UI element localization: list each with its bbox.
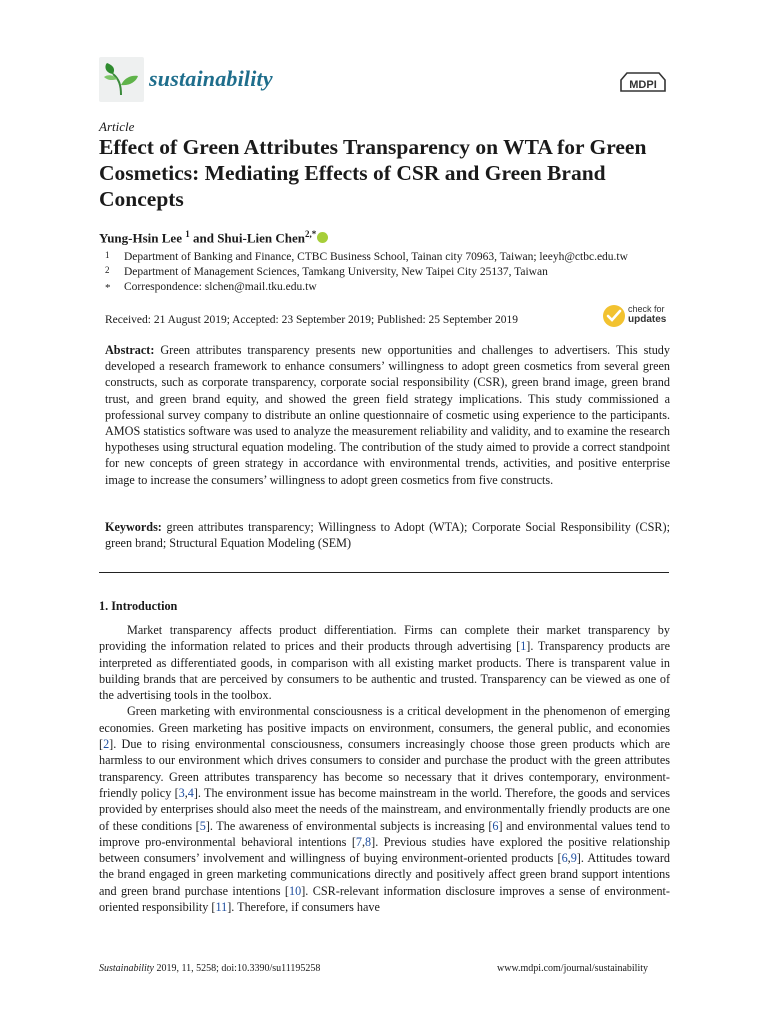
author-affiliation-mark: 2,* [304,229,317,239]
abstract [105,342,670,488]
abstract-text: Green attributes transparency presents new opportunities and challenges to advertisers. This study developed a research framework to enhance consumers’ willingness to adopt green cosmetics from several green constructs, such as corporate transparency, corporate social responsibility (CSR), green brand image, green brand trust, and green brand equity, and showed the green field strategy implications. This study commissioned a professional survey company to distribute an online questionnaire of cosmetic using experience to the participants. AMOS statistics software was used to analyze the measurement reliability and validity, and to examine the research hypotheses using structural equation modeling. The contribution of the study aimed to provide a correct standpoint for new concepts of green strategy in accordance with environmental trends, activities, and positive enterprise image to increase the consumers’ willingness to adopt green cosmetics from five constructs. [105,343,670,487]
citation-link[interactable]: 1 [520,639,527,654]
publication-dates: Received: 21 August 2019; Accepted: 23 September 2019; Published: 25 September 2019 [105,314,518,326]
paragraph: Market transparency affects product differentiation. Firms can complete their market transparency by providing the information related to prices and their products through advertising [1]. Transparency products are interpreted as differentiated goods, in comparison with all existing market products. There is transparent value in building brands that are perceived by consumers to be authentic and trusted. Transparency can be viewed as one of the advertising tools in the toolbox. [99,623,670,703]
article-type-label: Article [99,119,135,134]
footer-url[interactable]: www.mdpi.com/journal/sustainability [497,963,649,974]
paragraph: Green marketing with environmental consciousness is a critical development in the phenomenon of emerging economies. Green marketing has positive impacts on environment, consumers, the general public, and economies [2]. Due to rising environmental consciousness, consumers increasingly choose those green products which are harmless to our environment which drives consumers to consider and purchase the product with the green attributes transparency. Green attributes transparency has become so necessary that it drives contemporary, environment-friendly policy [3,4]. The environment issue has become mainstream in the world. Therefore, the goods and services provided by enterprises should also meet the needs of the mainstream, and environmentally friendly products are one of these conditions [5]. The awareness of environmental subjects is increasing [6] and environmental values tend to improve pro-environmental behavioral intentions [7,8]. Previous studies have explored the positive relationship between consumers’ involvement and willingness of buying environment-oriented products [6,9]. Attitudes toward the brand engaged in green marketing communications directly and positively affect green brand support intentions and green brand purchase intentions [10]. CSR-relevant information disclosure improves a sense of environment-oriented responsibility [11]. Therefore, if consumers have [99,704,670,915]
check-for-updates-text [628,304,666,325]
author-list [99,229,328,246]
citation-link[interactable]: 8 [365,834,372,849]
citation-link[interactable]: 4 [187,785,194,800]
leaf-icon [99,57,144,102]
footer-citation-text: 2019, 11, 5258; doi:10.3390/su11195258 [156,963,321,974]
citation-link[interactable]: 11 [215,900,228,915]
check-for-label: check for [628,304,665,314]
affiliation-text: Department of Banking and Finance, CTBC Business School, Tainan city 70963, Taiwan; leeyh@ctbc.edu.tw [124,251,628,263]
affiliation-text: Department of Management Sciences, Tamkang University, New Taipei City 25137, Taiwan [124,266,548,278]
orcid-icon[interactable] [317,232,328,243]
author-affiliation-mark: 1 [185,229,190,239]
keywords-label: Keywords: [105,520,162,534]
updates-label: updates [628,314,667,325]
author-name: Shui-Lien Chen [217,230,305,246]
citation-link[interactable]: 6 [561,851,568,866]
author-join: and [192,230,214,246]
journal-name: sustainability [149,66,273,91]
correspondence-mark: * [105,282,111,294]
citation-link[interactable]: 7 [355,834,362,849]
check-updates-icon [601,303,627,329]
correspondence-text: Correspondence: slchen@mail.tku.edu.tw [124,281,317,293]
svg-text:MDPI: MDPI [629,79,657,91]
citation-link[interactable]: 2 [103,737,110,752]
keywords [105,519,670,551]
introduction-body [99,622,670,915]
mdpi-logo [618,70,668,94]
footer-citation [99,963,320,974]
citation-link[interactable]: 9 [570,851,577,866]
keywords-text: green attributes transparency; Willingness to Adopt (WTA); Corporate Social Responsibility (CSR); green brand; Structural Equation Modeling (SEM) [105,520,670,551]
affiliation-mark: 1 [105,250,110,260]
citation-link[interactable]: 5 [199,818,206,833]
affiliation-mark: 2 [105,265,110,275]
abstract-label: Abstract: [105,343,155,357]
author-name: Yung-Hsin Lee [99,230,182,246]
introduction-heading: 1. Introduction [99,599,178,613]
article-title: Effect of Green Attributes Transparency on WTA for Green Cosmetics: Mediating Effects of CSR and Green Brand Concepts [99,135,647,211]
footer-journal: Sustainability [99,963,154,974]
section-divider [99,572,669,573]
citation-link[interactable]: 3 [178,785,185,800]
journal-logo [99,57,144,102]
citation-link[interactable]: 6 [492,818,499,833]
citation-link[interactable]: 10 [289,883,302,898]
